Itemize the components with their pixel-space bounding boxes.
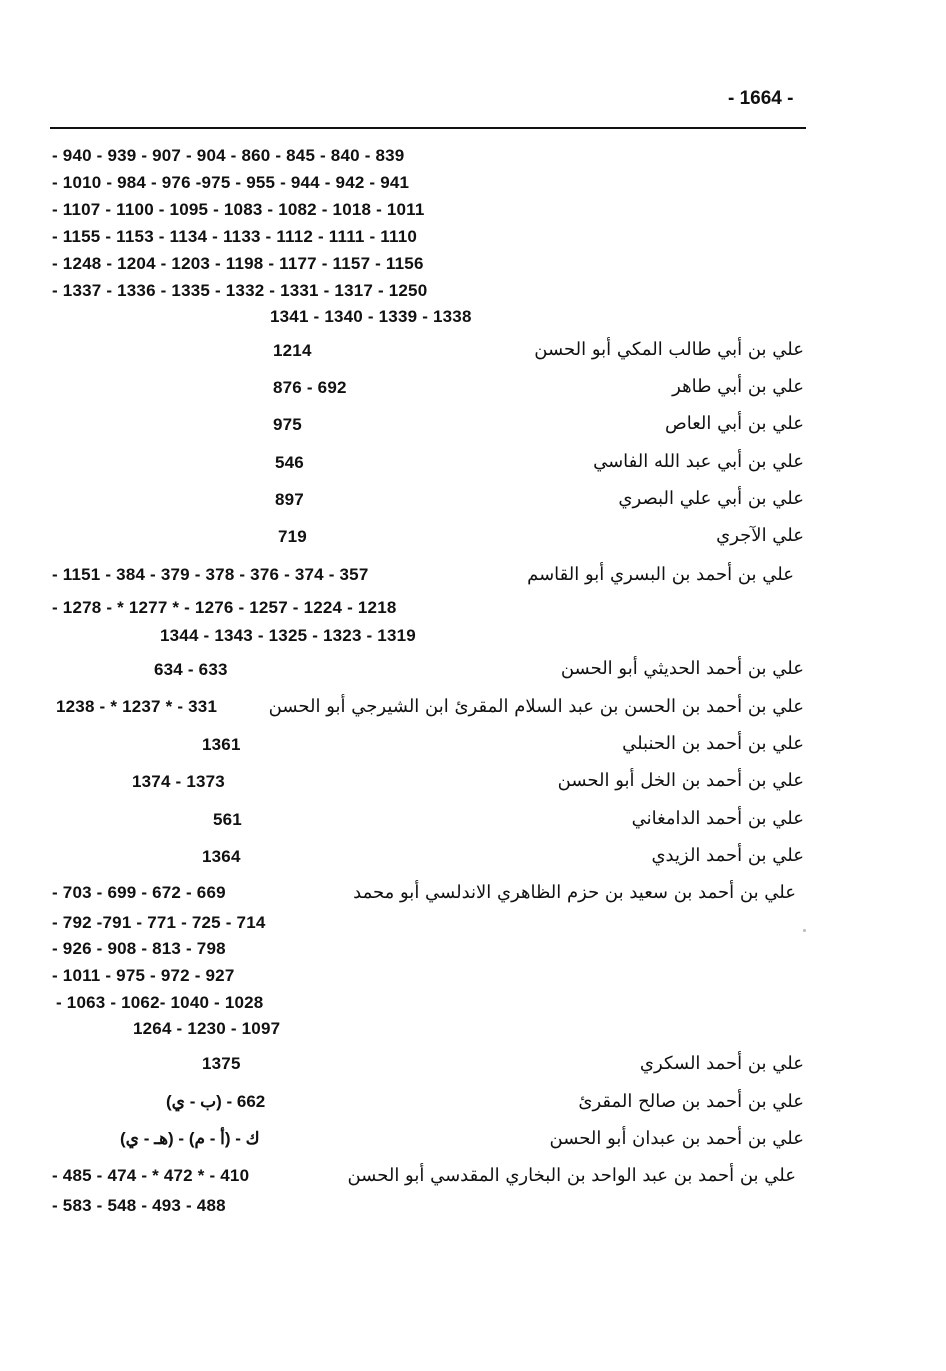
entry-refs: 876 - 692 (273, 378, 347, 397)
entry-name: علي بن أحمد بن صالح المقرئ (578, 1091, 804, 1112)
page-number: - 1664 - (728, 88, 794, 109)
header-rule (50, 127, 806, 129)
entry-name: علي بن أحمد الزيدي (651, 845, 804, 866)
entry-name: علي بن أبي طاهر (672, 376, 804, 397)
entry-refs: 546 (275, 453, 304, 472)
continuation-line: - 940 - 939 - 907 - 904 - 860 - 845 - 840 - 839 (52, 146, 405, 165)
entry-name: علي بن أحمد الحديثي أبو الحسن (560, 658, 804, 679)
entry-refs: - 792 -791 - 771 - 725 - 714 (52, 913, 266, 932)
continuation-line: - 1337 - 1336 - 1335 - 1332 - 1331 - 1317 - 1250 (52, 281, 428, 300)
entry-refs: 561 (213, 810, 242, 829)
entry-refs: - 583 - 548 - 493 - 488 (52, 1196, 226, 1215)
entry-name: علي بن أحمد بن الخل أبو الحسن (557, 770, 804, 791)
entry-refs: - 1063 - 1062- 1040 - 1028 (56, 993, 264, 1012)
entry-name: علي بن أحمد الدامغاني (631, 808, 804, 829)
continuation-line: - 1155 - 1153 - 1134 - 1133 - 1112 - 1111 - 1110 (52, 227, 418, 246)
scan-speck (803, 929, 806, 932)
entry-name: علي بن أحمد بن البسري أبو القاسم (527, 564, 794, 585)
entry-name: علي بن أحمد بن عبد الواحد بن البخاري المقدسي أبو الحسن (347, 1165, 796, 1186)
entry-name: علي بن أبي طالب المكي أبو الحسن (534, 339, 804, 360)
continuation-line: - 1248 - 1204 - 1203 - 1198 - 1177 - 1157 - 1156 (52, 254, 424, 273)
entry-refs: 634 - 633 (154, 660, 228, 679)
entry-refs: (هـ - ي) - ك - (أ - م) (120, 1129, 260, 1148)
entry-refs: 719 (278, 527, 307, 546)
entry-refs: 1344 - 1343 - 1325 - 1323 - 1319 (160, 626, 416, 645)
entry-refs: - 1011 - 975 - 972 - 927 (52, 966, 235, 985)
entry-refs: 1238 - * 1237 * - 331 (56, 697, 218, 716)
entry-name: علي بن أحمد بن سعيد بن حزم الظاهري الاندلسي أبو محمد (353, 882, 796, 903)
continuation-line: - 1010 - 984 - 976 -975 - 955 - 944 - 942 - 941 (52, 173, 410, 192)
entry-refs: - 1278 - * 1277 * - 1276 - 1257 - 1224 - 1218 (52, 598, 397, 617)
entry-name: علي بن أبي العاص (664, 413, 804, 434)
entry-refs: 1214 (273, 341, 312, 360)
entry-refs: - 926 - 908 - 813 - 798 (52, 939, 226, 958)
entry-refs: 1361 (202, 735, 241, 754)
entry-name: علي بن أحمد بن عبدان أبو الحسن (549, 1128, 804, 1149)
entry-name: علي بن أبي عبد الله الفاسي (593, 451, 804, 472)
entry-name: علي بن أحمد السكري (639, 1053, 804, 1074)
entry-name: علي بن أحمد بن الحسن بن عبد السلام المقرئ ابن الشيرجي أبو الحسن (268, 696, 804, 717)
continuation-line: 1341 - 1340 - 1339 - 1338 (270, 307, 472, 326)
entry-refs: (ب - ي) - 662 (166, 1092, 266, 1111)
entry-refs: 1364 (202, 847, 241, 866)
entry-refs: 897 (275, 490, 304, 509)
entry-refs: 975 (273, 415, 302, 434)
entry-refs: - 485 - 474 - * 472 * - 410 (52, 1166, 250, 1185)
entry-name: علي بن أحمد بن الحنبلي (622, 733, 804, 754)
entry-refs: - 703 - 699 - 672 - 669 (52, 883, 226, 902)
entry-refs: - 1151 - 384 - 379 - 378 - 376 - 374 - 357 (52, 565, 369, 584)
entry-name: علي بن أبي علي البصري (618, 488, 804, 509)
entry-name: علي الآجري (716, 525, 804, 546)
entry-refs: 1264 - 1230 - 1097 (133, 1019, 281, 1038)
entry-refs: 1374 - 1373 (132, 772, 225, 791)
continuation-line: - 1107 - 1100 - 1095 - 1083 - 1082 - 1018 - 1011 (52, 200, 425, 219)
entry-refs: 1375 (202, 1054, 241, 1073)
